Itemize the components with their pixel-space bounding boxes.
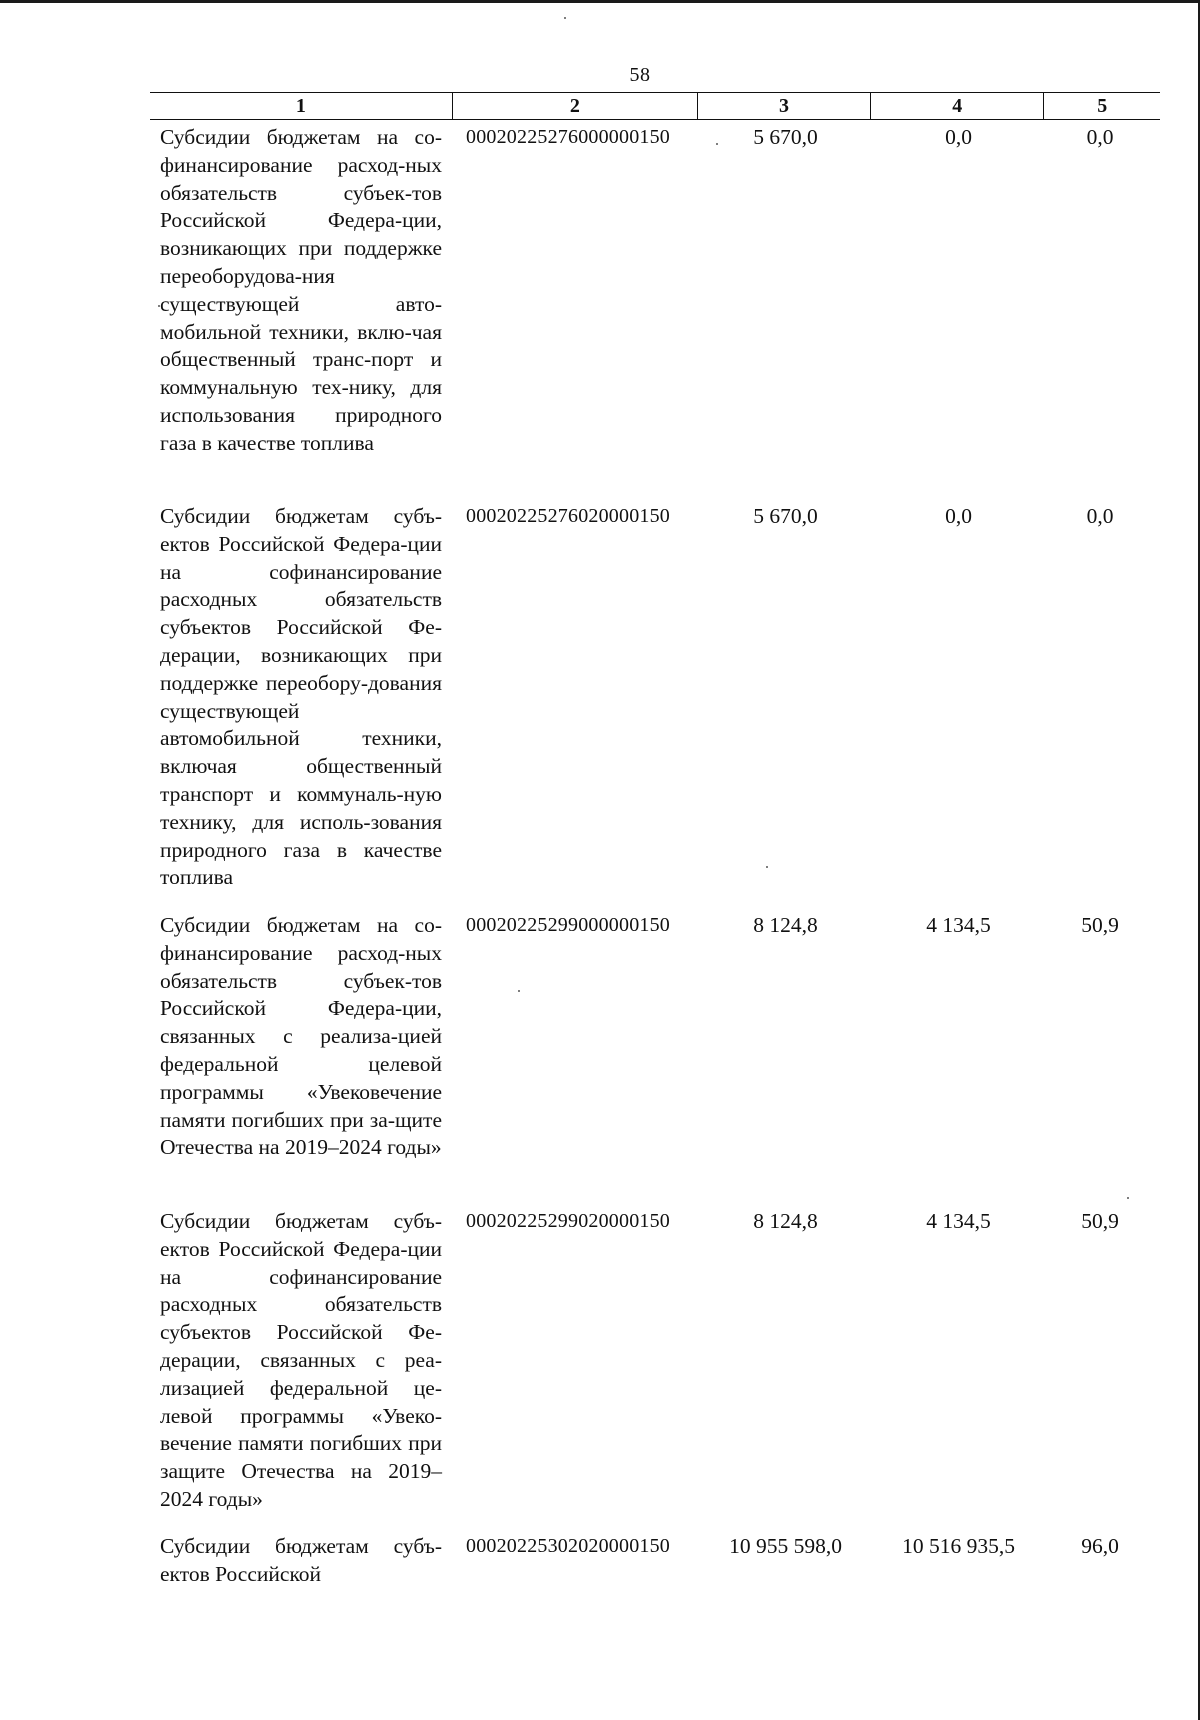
row-value-col4: 0,0 (945, 504, 972, 528)
row-value-col5: 50,9 (1081, 1209, 1119, 1233)
row-value-col3: 5 670,0 (753, 504, 818, 528)
row-value-col5: 0,0 (1086, 504, 1114, 528)
header-col-2: 2 (452, 93, 697, 119)
table-header (150, 92, 1160, 120)
scan-speck (564, 17, 566, 19)
row-description: Субсидии бюджетам субъ-ектов Российской (160, 1534, 442, 1586)
row-value-col3: 5 670,0 (753, 125, 818, 149)
header-col-1: 1 (295, 95, 306, 117)
row-description: Субсидии бюджетам субъ-ектов Российской Федера-ции на софинансирование расходных обязательств субъектов Российской Фе-дерации, связанных с реа-лизацией федеральной це-левой программы «Увеко-вечение памяти погибших при защите Отечества на 2019–2024 годы» (160, 1209, 442, 1511)
row-code: 00020225302020000150 (466, 1535, 670, 1557)
row-value-col3: 8 124,8 (753, 1209, 818, 1233)
header-col-5: 5 (1043, 93, 1160, 119)
row-value-col3: 8 124,8 (753, 913, 818, 937)
page-border-top (0, 0, 1200, 3)
row-value-col4: 4 134,5 (926, 1209, 991, 1233)
row-code: 00020225276020000150 (466, 505, 670, 527)
row-description: Субсидии бюджетам на со-финансирование расход-ных обязательств субъек-тов Российской Федера-ции, связанных с реализа-цией федеральной целевой программы «Увековечение памяти погибших при за-щите Отечества на 2019–2024 годы» (160, 913, 442, 1160)
row-value-col4: 4 134,5 (926, 913, 991, 937)
row-code: 00020225299000000150 (466, 914, 670, 936)
scan-speck (158, 305, 160, 307)
header-col-3: 3 (697, 93, 870, 119)
scan-speck (716, 143, 718, 145)
row-value-col3: 10 955 598,0 (729, 1534, 842, 1558)
page-number: 58 (629, 64, 651, 86)
row-value-col5: 50,9 (1081, 913, 1119, 937)
scan-speck (1127, 1197, 1129, 1199)
row-description: Субсидии бюджетам субъ-ектов Российской Федера-ции на софинансирование расходных обязательств субъектов Российской Фе-дерации, возникающих при поддержке переобору-дования существующей автомобильной техники, включая общественный транспорт и коммуналь-ную технику, для исполь-зования природного газа в качестве топлива (160, 504, 442, 890)
scan-speck (766, 866, 768, 868)
row-description: Субсидии бюджетам на со-финансирование расход-ных обязательств субъек-тов Российской Федера-ции, возникающих при поддержке переоборудова-ния существующей авто-мобильной техники, вклю-чая общественный транс-порт и коммунальную тех-нику, для использования природного газа в качестве топлива (160, 125, 442, 455)
row-code: 00020225299020000150 (466, 1210, 670, 1232)
row-value-col5: 96,0 (1081, 1534, 1119, 1558)
row-code: 00020225276000000150 (466, 126, 670, 148)
row-value-col4: 10 516 935,5 (902, 1534, 1015, 1558)
header-col-4: 4 (870, 93, 1043, 119)
scan-speck (518, 990, 520, 992)
row-value-col5: 0,0 (1086, 125, 1114, 149)
row-value-col4: 0,0 (945, 125, 972, 149)
